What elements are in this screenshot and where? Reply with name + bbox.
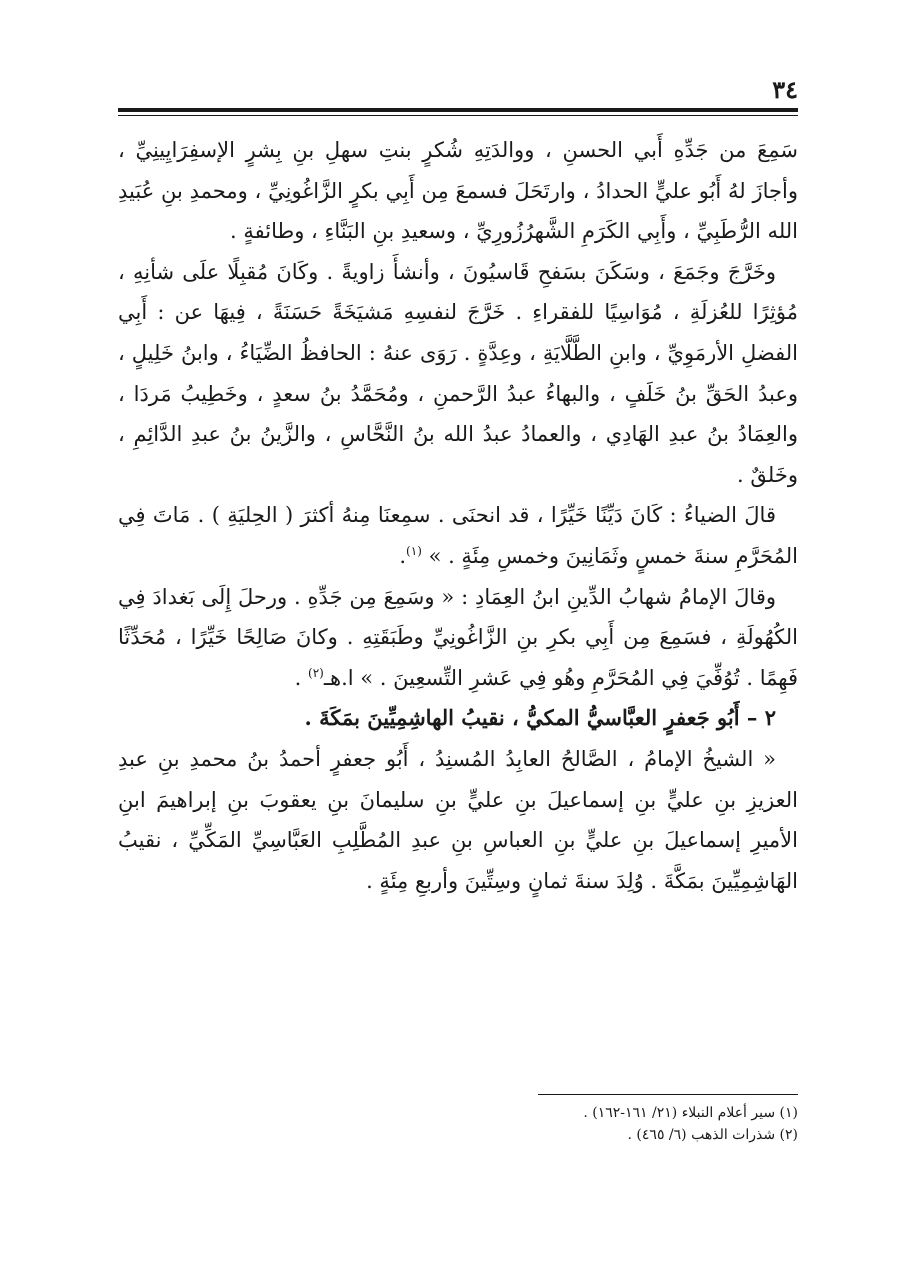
footnote-rule (538, 1094, 798, 1095)
entry-heading (118, 698, 798, 739)
paragraph-2 (118, 252, 798, 496)
paragraph-text: « الشيخُ الإمامُ ، الصَّالحُ العابِدُ المُسنِدُ ، أَبُو جعفرٍ أحمدُ بنُ محمدِ بنِ عبدِ العزيزِ بنِ عليٍّ بنِ إسماعيلَ بنِ عليٍّ بنِ سليمانَ بنِ يعقوبَ بنِ إبراهيمَ ابنِ الأميرِ إسماعيلَ بنِ عليٍّ بنِ العباسِ بنِ عبدِ المُطَّلِبِ العَبَّاسِيِّ المَكِّيِّ ، نقيبُ الهَاشِمِيِّينَ بمَكَّةَ . وُلِدَ سنةَ ثمانٍ وسِتِّينَ وأربعِ مِئَةٍ . (118, 746, 798, 893)
paragraph-tail: . (294, 665, 302, 690)
paragraph-text: سَمِعَ من جَدِّهِ أَبي الحسنِ ، ووالدَتِهِ شُكرٍ بنتِ سهلِ بنِ بِشرٍ الإسفِرَايِينِيِّ ، وأجازَ لهُ أَبُو عليٍّ الحدادُ ، وارتَحَلَ فسمعَ مِن أَبِي بكرٍ الزَّاغُونِيِّ ، ومحمدِ بنِ عُبَيدِ الله الرُّطَبِيِّ ، وأَبِي الكَرَمِ الشَّهرُزُورِيِّ ، وسعيدِ بنِ البَنَّاءِ ، وطائفةٍ . (118, 138, 798, 244)
heading-text: ٢ – أَبُو جَعفرٍ العبَّاسيُّ المكيُّ ، نقيبُ الهاشِمِيِّينَ بمَكَةَ . (304, 705, 776, 731)
body-text (118, 130, 798, 901)
footnotes (118, 1102, 798, 1146)
header-rule-thin (118, 115, 798, 116)
page-number: ٣٤ (772, 75, 798, 104)
paragraph-text: وقالَ الإمامُ شهابُ الدِّينِ ابنُ العِمَادِ : « وسَمِعَ مِن جَدِّهِ . ورحلَ إِلَى بَغدادَ فِي الكُهُولَةِ ، فسَمِعَ مِن أَبِي بكرِ بنِ الزَّاغُونِيِّ وطَبَقَتِهِ . وكانَ صَالِحًا خَيِّرًا ، مُحَدِّثًا فَهِمًا . تُوُفِّيَ فِي المُحَرَّمِ وهُو فِي عَشرِ التِّسعِينَ . » ا.هـ (118, 584, 798, 690)
paragraph-3 (118, 495, 798, 576)
paragraph-text: وخَرَّجَ وجَمَعَ ، وسَكَنَ بسَفحِ قَاسيُونَ ، وأنشأَ زاويةً . وكَانَ مُقبِلًا علَى شأنِهِ ، مُؤثِرًا للعُزلَةِ ، مُوَاسِيًا للفقراءِ . خَرَّجَ لنفسِهِ مَشيَخَةً حَسَنَةً ، فِيهَا عن : أَبِي الفضلِ الأرمَوِيِّ ، وابنِ الطَّلَّايَةِ ، وعِدَّةٍ . رَوَى عنهُ : الحافظُ الضِّيَاءُ ، وابنُ خَلِيلٍ ، وعبدُ الحَقِّ بنُ خَلَفٍ ، والبهاءُ عبدُ الرَّحمنِ ، ومُحَمَّدُ بنُ سعدٍ ، وخَطِيبُ مَردَا ، والعِمَادُ بنُ عبدِ الهَادِي ، والعمادُ عبدُ الله بنُ النَّحَّاسِ ، والزَّينُ بنُ عبدِ الدَّائِمِ ، وخَلقٌ . (118, 259, 798, 487)
paragraph-1 (118, 130, 798, 252)
footnote-1: (١) سير أعلام النبلاء (٢١/ ١٦١-١٦٢) . (583, 1105, 798, 1121)
paragraph-text: قالَ الضياءُ : كَانَ دَيِّنًا خَيِّرًا ، قد انحنَى . سمِعنَا مِنهُ أكثرَ ( الحِليَةِ ) . مَاتَ فِي المُحَرَّمِ سنةَ خمسٍ وثَمَانِينَ وخمسِ مِئَةٍ . » (118, 503, 798, 568)
document-page (118, 70, 798, 1250)
footnote-2: (٢) شذرات الذهب (٦/ ٤٦٥) . (627, 1127, 798, 1143)
header-rule (118, 108, 798, 112)
footnote-ref-2[interactable]: (٢) (308, 665, 324, 680)
paragraph-4 (118, 577, 798, 699)
paragraph-tail: . (399, 543, 407, 568)
paragraph-6 (118, 739, 798, 901)
footnote-ref-1[interactable]: (١) (406, 543, 422, 558)
